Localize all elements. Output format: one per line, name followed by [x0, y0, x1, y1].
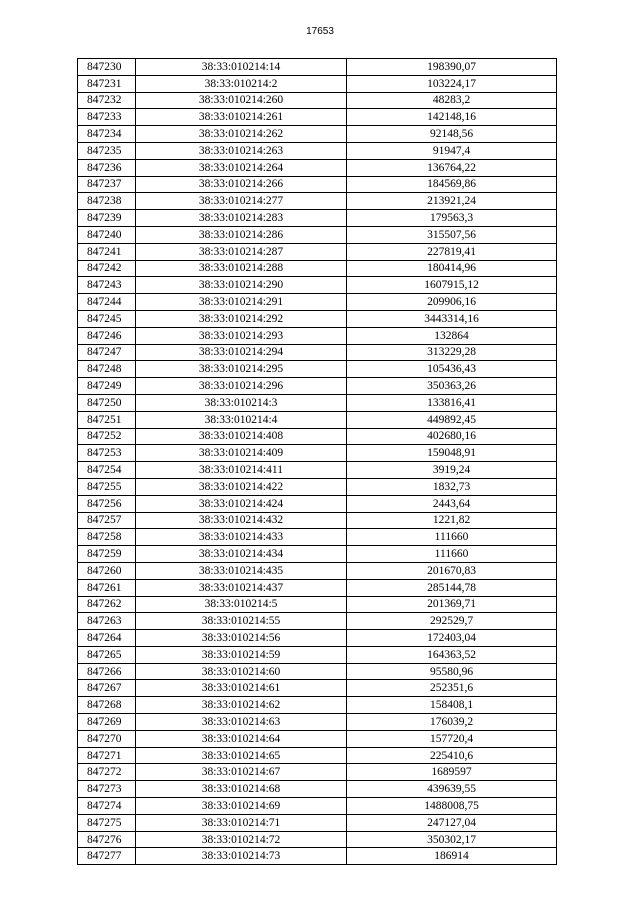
table-row [78, 478, 557, 495]
row-number-cell: 847234 [78, 126, 136, 143]
cadastral-number-cell: 38:33:010214:286 [136, 226, 347, 243]
cadastral-number-cell: 38:33:010214:55 [136, 613, 347, 630]
table-row [78, 646, 557, 663]
row-number-cell: 847259 [78, 546, 136, 563]
table-row [78, 92, 557, 109]
row-number-cell: 847266 [78, 663, 136, 680]
table-row [78, 730, 557, 747]
cadastral-number-cell: 38:33:010214:296 [136, 378, 347, 395]
row-number-cell: 847246 [78, 327, 136, 344]
cadastral-number-cell: 38:33:010214:4 [136, 411, 347, 428]
row-number-cell: 847240 [78, 226, 136, 243]
cadastral-number-cell: 38:33:010214:293 [136, 327, 347, 344]
cadastral-value-cell: 2443,64 [347, 495, 557, 512]
cadastral-value-cell: 198390,07 [347, 59, 557, 76]
cadastral-number-cell: 38:33:010214:288 [136, 260, 347, 277]
page-number: 17653 [306, 26, 334, 37]
table-row [78, 75, 557, 92]
row-number-cell: 847263 [78, 613, 136, 630]
cadastral-number-cell: 38:33:010214:65 [136, 747, 347, 764]
table-row [78, 59, 557, 76]
table-row [78, 831, 557, 848]
cadastral-number-cell: 38:33:010214:61 [136, 680, 347, 697]
cadastral-number-cell: 38:33:010214:14 [136, 59, 347, 76]
table-row [78, 327, 557, 344]
table-row [78, 445, 557, 462]
row-number-cell: 847233 [78, 109, 136, 126]
cadastral-value-cell: 92148,56 [347, 126, 557, 143]
cadastral-value-cell: 179563,3 [347, 210, 557, 227]
row-number-cell: 847260 [78, 562, 136, 579]
row-number-cell: 847237 [78, 176, 136, 193]
row-number-cell: 847277 [78, 848, 136, 865]
table-row [78, 562, 557, 579]
table-row [78, 411, 557, 428]
cadastral-number-cell: 38:33:010214:283 [136, 210, 347, 227]
cadastral-value-cell: 1221,82 [347, 512, 557, 529]
cadastral-value-cell: 247127,04 [347, 814, 557, 831]
table-row [78, 176, 557, 193]
cadastral-value-cell: 142148,16 [347, 109, 557, 126]
table-row [78, 126, 557, 143]
cadastral-number-cell: 38:33:010214:437 [136, 579, 347, 596]
cadastral-number-cell: 38:33:010214:409 [136, 445, 347, 462]
cadastral-number-cell: 38:33:010214:287 [136, 243, 347, 260]
row-number-cell: 847252 [78, 428, 136, 445]
cadastral-number-cell: 38:33:010214:73 [136, 848, 347, 865]
cadastral-number-cell: 38:33:010214:62 [136, 697, 347, 714]
row-number-cell: 847269 [78, 714, 136, 731]
cadastral-number-cell: 38:33:010214:266 [136, 176, 347, 193]
row-number-cell: 847243 [78, 277, 136, 294]
cadastral-number-cell: 38:33:010214:432 [136, 512, 347, 529]
table-row [78, 159, 557, 176]
table-row [78, 663, 557, 680]
cadastral-number-cell: 38:33:010214:63 [136, 714, 347, 731]
row-number-cell: 847262 [78, 596, 136, 613]
row-number-cell: 847232 [78, 92, 136, 109]
row-number-cell: 847272 [78, 764, 136, 781]
row-number-cell: 847249 [78, 378, 136, 395]
cadastral-number-cell: 38:33:010214:411 [136, 462, 347, 479]
cadastral-number-cell: 38:33:010214:295 [136, 361, 347, 378]
cadastral-value-cell: 157720,4 [347, 730, 557, 747]
cadastral-value-cell: 105436,43 [347, 361, 557, 378]
cadastral-value-cell: 3919,24 [347, 462, 557, 479]
row-number-cell: 847255 [78, 478, 136, 495]
cadastral-number-cell: 38:33:010214:263 [136, 142, 347, 159]
cadastral-number-cell: 38:33:010214:277 [136, 193, 347, 210]
cadastral-value-cell: 1488008,75 [347, 798, 557, 815]
row-number-cell: 847230 [78, 59, 136, 76]
cadastral-value-cell: 3443314,16 [347, 310, 557, 327]
row-number-cell: 847238 [78, 193, 136, 210]
cadastral-value-cell: 350363,26 [347, 378, 557, 395]
row-number-cell: 847261 [78, 579, 136, 596]
table-row [78, 798, 557, 815]
cadastral-value-cell: 213921,24 [347, 193, 557, 210]
cadastral-value-cell: 159048,91 [347, 445, 557, 462]
cadastral-value-cell: 136764,22 [347, 159, 557, 176]
cadastral-value-cell: 285144,78 [347, 579, 557, 596]
table-row [78, 142, 557, 159]
table-row [78, 193, 557, 210]
cadastral-number-cell: 38:33:010214:291 [136, 294, 347, 311]
cadastral-value-cell: 103224,17 [347, 75, 557, 92]
table-row [78, 462, 557, 479]
table-row [78, 512, 557, 529]
cadastral-number-cell: 38:33:010214:292 [136, 310, 347, 327]
cadastral-number-cell: 38:33:010214:67 [136, 764, 347, 781]
row-number-cell: 847271 [78, 747, 136, 764]
cadastral-value-cell: 201670,83 [347, 562, 557, 579]
cadastral-value-cell: 1607915,12 [347, 277, 557, 294]
cadastral-value-cell: 184569,86 [347, 176, 557, 193]
row-number-cell: 847236 [78, 159, 136, 176]
cadastral-value-cell: 449892,45 [347, 411, 557, 428]
cadastral-value-cell: 313229,28 [347, 344, 557, 361]
row-number-cell: 847248 [78, 361, 136, 378]
cadastral-value-cell: 176039,2 [347, 714, 557, 731]
row-number-cell: 847250 [78, 394, 136, 411]
row-number-cell: 847239 [78, 210, 136, 227]
cadastral-number-cell: 38:33:010214:56 [136, 630, 347, 647]
row-number-cell: 847245 [78, 310, 136, 327]
cadastral-number-cell: 38:33:010214:2 [136, 75, 347, 92]
cadastral-number-cell: 38:33:010214:64 [136, 730, 347, 747]
table-row [78, 680, 557, 697]
table-row [78, 814, 557, 831]
row-number-cell: 847267 [78, 680, 136, 697]
cadastral-value-cell: 439639,55 [347, 781, 557, 798]
cadastral-value-cell: 209906,16 [347, 294, 557, 311]
cadastral-number-cell: 38:33:010214:424 [136, 495, 347, 512]
row-number-cell: 847254 [78, 462, 136, 479]
table-row [78, 344, 557, 361]
table-row [78, 294, 557, 311]
cadastral-value-table [77, 58, 557, 865]
cadastral-number-cell: 38:33:010214:434 [136, 546, 347, 563]
table-row [78, 277, 557, 294]
cadastral-number-cell: 38:33:010214:294 [136, 344, 347, 361]
cadastral-number-cell: 38:33:010214:262 [136, 126, 347, 143]
table-row [78, 747, 557, 764]
table-row [78, 361, 557, 378]
cadastral-number-cell: 38:33:010214:69 [136, 798, 347, 815]
row-number-cell: 847247 [78, 344, 136, 361]
cadastral-number-cell: 38:33:010214:264 [136, 159, 347, 176]
cadastral-value-cell: 48283,2 [347, 92, 557, 109]
row-number-cell: 847265 [78, 646, 136, 663]
cadastral-value-cell: 158408,1 [347, 697, 557, 714]
row-number-cell: 847276 [78, 831, 136, 848]
cadastral-value-cell: 180414,96 [347, 260, 557, 277]
cadastral-number-cell: 38:33:010214:60 [136, 663, 347, 680]
cadastral-number-cell: 38:33:010214:5 [136, 596, 347, 613]
table-row [78, 529, 557, 546]
table-row [78, 848, 557, 865]
cadastral-number-cell: 38:33:010214:260 [136, 92, 347, 109]
cadastral-value-cell: 201369,71 [347, 596, 557, 613]
table-row [78, 428, 557, 445]
row-number-cell: 847270 [78, 730, 136, 747]
cadastral-value-cell: 133816,41 [347, 394, 557, 411]
cadastral-value-cell: 164363,52 [347, 646, 557, 663]
cadastral-number-cell: 38:33:010214:408 [136, 428, 347, 445]
cadastral-number-cell: 38:33:010214:68 [136, 781, 347, 798]
cadastral-value-cell: 350302,17 [347, 831, 557, 848]
table-row [78, 546, 557, 563]
table-row [78, 714, 557, 731]
cadastral-value-cell: 95580,96 [347, 663, 557, 680]
row-number-cell: 847273 [78, 781, 136, 798]
table-row [78, 781, 557, 798]
table-row [78, 260, 557, 277]
cadastral-number-cell: 38:33:010214:71 [136, 814, 347, 831]
table-row [78, 310, 557, 327]
row-number-cell: 847253 [78, 445, 136, 462]
cadastral-value-cell: 315507,56 [347, 226, 557, 243]
cadastral-value-cell: 225410,6 [347, 747, 557, 764]
row-number-cell: 847257 [78, 512, 136, 529]
row-number-cell: 847231 [78, 75, 136, 92]
table-row [78, 630, 557, 647]
cadastral-number-cell: 38:33:010214:433 [136, 529, 347, 546]
row-number-cell: 847275 [78, 814, 136, 831]
table-row [78, 109, 557, 126]
cadastral-value-cell: 252351,6 [347, 680, 557, 697]
table-row [78, 210, 557, 227]
row-number-cell: 847268 [78, 697, 136, 714]
table-row [78, 579, 557, 596]
cadastral-value-cell: 227819,41 [347, 243, 557, 260]
table-row [78, 243, 557, 260]
table-row [78, 596, 557, 613]
cadastral-value-cell: 132864 [347, 327, 557, 344]
cadastral-value-cell: 292529,7 [347, 613, 557, 630]
cadastral-value-cell: 111660 [347, 529, 557, 546]
cadastral-number-cell: 38:33:010214:290 [136, 277, 347, 294]
cadastral-number-cell: 38:33:010214:72 [136, 831, 347, 848]
cadastral-value-cell: 1689597 [347, 764, 557, 781]
row-number-cell: 847242 [78, 260, 136, 277]
table-row [78, 764, 557, 781]
row-number-cell: 847264 [78, 630, 136, 647]
table-row [78, 394, 557, 411]
cadastral-value-cell: 402680,16 [347, 428, 557, 445]
row-number-cell: 847241 [78, 243, 136, 260]
row-number-cell: 847251 [78, 411, 136, 428]
table-body [78, 59, 557, 865]
row-number-cell: 847244 [78, 294, 136, 311]
row-number-cell: 847274 [78, 798, 136, 815]
row-number-cell: 847256 [78, 495, 136, 512]
cadastral-value-cell: 111660 [347, 546, 557, 563]
cadastral-number-cell: 38:33:010214:435 [136, 562, 347, 579]
cadastral-value-cell: 1832,73 [347, 478, 557, 495]
cadastral-value-cell: 172403,04 [347, 630, 557, 647]
table-row [78, 613, 557, 630]
cadastral-number-cell: 38:33:010214:422 [136, 478, 347, 495]
cadastral-number-cell: 38:33:010214:261 [136, 109, 347, 126]
table-row [78, 226, 557, 243]
table-row [78, 697, 557, 714]
table-row [78, 378, 557, 395]
cadastral-number-cell: 38:33:010214:59 [136, 646, 347, 663]
cadastral-value-cell: 91947,4 [347, 142, 557, 159]
row-number-cell: 847258 [78, 529, 136, 546]
cadastral-value-cell: 186914 [347, 848, 557, 865]
row-number-cell: 847235 [78, 142, 136, 159]
table-row [78, 495, 557, 512]
cadastral-number-cell: 38:33:010214:3 [136, 394, 347, 411]
